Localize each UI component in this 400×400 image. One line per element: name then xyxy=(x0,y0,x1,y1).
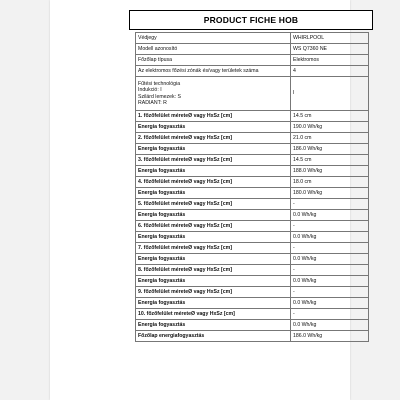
row-value: 0.0 Wh/kg xyxy=(291,210,369,221)
row-label: 10. főzőfelület méreteØ vagy HxSz [cm] xyxy=(136,309,291,320)
row-label: Energia fogyasztás xyxy=(136,166,291,177)
row-label: Energia fogyasztás xyxy=(136,320,291,331)
row-value: - xyxy=(291,221,369,232)
row-value: - xyxy=(291,265,369,276)
row-label: Energia fogyasztás xyxy=(136,276,291,287)
row-label: 8. főzőfelület méreteØ vagy HxSz [cm] xyxy=(136,265,291,276)
row-value: 14.5 cm xyxy=(291,155,369,166)
row-label: 7. főzőfelület méreteØ vagy HxSz [cm] xyxy=(136,243,291,254)
table-row xyxy=(136,144,369,155)
table-row xyxy=(136,287,369,298)
row-value: 21.0 cm xyxy=(291,133,369,144)
row-label: 9. főzőfelület méreteØ vagy HxSz [cm] xyxy=(136,287,291,298)
table-row xyxy=(136,298,369,309)
row-value: 188.0 Wh/kg xyxy=(291,166,369,177)
row-label: 1. főzőfelület méreteØ vagy HxSz [cm] xyxy=(136,111,291,122)
row-label: 6. főzőfelület méreteØ vagy HxSz [cm] xyxy=(136,221,291,232)
product-fiche-table xyxy=(135,32,369,342)
table-row xyxy=(136,111,369,122)
row-label: Energia fogyasztás xyxy=(136,122,291,133)
row-value: - xyxy=(291,287,369,298)
row-value: 186.0 Wh/kg xyxy=(291,331,369,342)
row-label: Energia fogyasztás xyxy=(136,254,291,265)
table-row xyxy=(136,55,369,66)
row-label: Energia fogyasztás xyxy=(136,144,291,155)
row-value: WS Q7360 NE xyxy=(291,44,369,55)
table-row xyxy=(136,276,369,287)
table-row xyxy=(136,155,369,166)
table-row xyxy=(136,66,369,77)
row-label: Az elektromos főzési zónák és/vagy területek száma xyxy=(136,66,291,77)
row-label: 2. főzőfelület méreteØ vagy HxSz [cm] xyxy=(136,133,291,144)
row-value: - xyxy=(291,243,369,254)
table-row xyxy=(136,77,369,111)
table-row xyxy=(136,309,369,320)
table-row xyxy=(136,254,369,265)
row-value: 0.0 Wh/kg xyxy=(291,320,369,331)
row-label: Főzőlap típusa xyxy=(136,55,291,66)
row-value: 0.0 Wh/kg xyxy=(291,298,369,309)
table-row xyxy=(136,243,369,254)
row-value: - xyxy=(291,199,369,210)
row-value: 186.0 Wh/kg xyxy=(291,144,369,155)
table-row xyxy=(136,265,369,276)
row-label: Modell azonosító xyxy=(136,44,291,55)
row-value: 18.0 cm xyxy=(291,177,369,188)
row-value: 4 xyxy=(291,66,369,77)
table-row xyxy=(136,199,369,210)
row-label-line: Fűtési technológia xyxy=(138,80,181,87)
table-row xyxy=(136,331,369,342)
table-row xyxy=(136,232,369,243)
row-label: Energia fogyasztás xyxy=(136,298,291,309)
row-label: 4. főzőfelület méreteØ vagy HxSz [cm] xyxy=(136,177,291,188)
row-label: Energia fogyasztás xyxy=(136,210,291,221)
row-label-line: Indukció: I xyxy=(138,87,162,93)
row-value: 14.5 cm xyxy=(291,111,369,122)
row-value: I xyxy=(291,77,369,111)
table-row xyxy=(136,33,369,44)
row-value: 180.0 Wh/kg xyxy=(291,188,369,199)
row-value: - xyxy=(291,309,369,320)
table-row xyxy=(136,177,369,188)
row-label: 3. főzőfelület méreteØ vagy HxSz [cm] xyxy=(136,155,291,166)
row-value: 0.0 Wh/kg xyxy=(291,254,369,265)
table-row xyxy=(136,210,369,221)
fiche-table-body xyxy=(136,33,369,342)
table-row xyxy=(136,320,369,331)
table-row xyxy=(136,166,369,177)
document-page xyxy=(50,0,350,400)
row-label-line: Szilárd lemezek: S xyxy=(138,93,181,100)
table-row xyxy=(136,44,369,55)
row-value: WHIRLPOOL xyxy=(291,33,369,44)
table-row xyxy=(136,122,369,133)
row-label xyxy=(136,77,291,111)
row-label-line: RADIANT: R xyxy=(138,100,167,106)
table-row xyxy=(136,221,369,232)
row-value: Elektromos xyxy=(291,55,369,66)
table-row xyxy=(136,188,369,199)
table-row xyxy=(136,133,369,144)
row-label: 5. főzőfelület méreteØ vagy HxSz [cm] xyxy=(136,199,291,210)
row-value: 0.0 Wh/kg xyxy=(291,232,369,243)
row-label: Energia fogyasztás xyxy=(136,232,291,243)
row-value: 190.0 Wh/kg xyxy=(291,122,369,133)
row-label: Energia fogyasztás xyxy=(136,188,291,199)
row-label: Főzőlap energiafogyasztás xyxy=(136,331,291,342)
row-value: 0.0 Wh/kg xyxy=(291,276,369,287)
row-label: Védjegy xyxy=(136,33,291,44)
page-title: PRODUCT FICHE HOB xyxy=(129,10,373,30)
